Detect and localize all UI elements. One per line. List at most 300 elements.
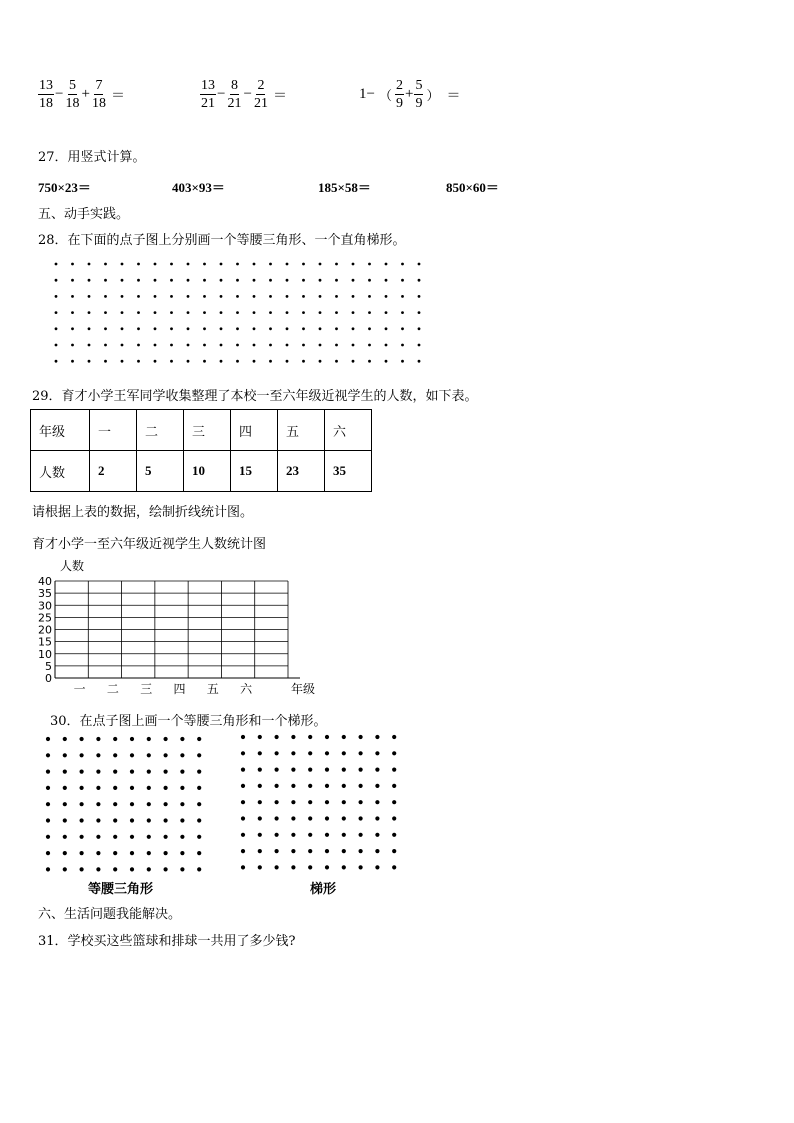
grid-dot [170,327,173,330]
line-chart-grid[interactable] [28,556,318,696]
grid-dot [392,768,396,772]
table-row [31,451,372,492]
grid-dot [325,768,329,772]
grid-dot [302,344,305,347]
fraction [38,78,54,111]
y-tick-label: 20 [38,623,52,637]
grid-dot [154,344,157,347]
dot-grid-q28[interactable] [50,258,440,368]
grid-dot [291,800,295,804]
grid-dot [319,279,322,282]
grid-dot [286,327,289,330]
grid-dot [197,753,201,757]
grid-dot [359,833,363,837]
grid-dot [137,295,140,298]
grid-dot [197,851,201,855]
grid-dot [197,770,201,774]
grid-dot [325,751,329,755]
grid-dot [241,784,245,788]
grid-dot [180,753,184,757]
numerator: 13 [39,78,53,93]
grid-dot [104,360,107,363]
grid-dot [88,279,91,282]
grid-dot [164,737,168,741]
grid-dot [121,327,124,330]
numerator: 5 [68,78,76,93]
grid-dot [113,818,117,822]
x-tick-label: 六 [240,682,253,696]
grid-dot [236,344,239,347]
grid-dot [352,311,355,314]
section-5-heading: 五、动手实践。 [38,207,130,222]
y-tick-label: 40 [38,575,52,588]
grid-dot [319,360,322,363]
grid-dot [80,818,84,822]
denominator: 21 [253,96,268,111]
grid-dot [180,818,184,822]
grid-dot [220,327,223,330]
grid-dot [137,311,140,314]
grid-dot [275,751,279,755]
grid-dot [275,800,279,804]
grid-dot [385,360,388,363]
grid-dot [368,344,371,347]
table-row-label: 人数 [31,451,90,492]
operator: + [404,86,414,102]
grid-dot [319,311,322,314]
grid-dot [197,867,201,871]
grid-dot [418,263,421,266]
grid-dot [46,737,50,741]
grid-dot [375,768,379,772]
grid-dot [71,263,74,266]
grid-dot [137,360,140,363]
grid-dot [302,295,305,298]
grid-dot [291,768,295,772]
grid-dot [63,867,67,871]
table-header-cell: 四 [231,410,278,451]
grid-dot [55,263,58,266]
grid-dot [203,279,206,282]
grid-dot [401,360,404,363]
grid-dot [275,784,279,788]
question-31-title: 31．学校买这些篮球和排球一共用了多少钱? [38,934,296,949]
grid-dot [55,295,58,298]
question-29-instruction: 请根据上表的数据，绘制折线统计图。 [32,505,254,520]
numerator: 5 [415,78,423,93]
grid-dot [104,279,107,282]
grade-table [30,409,372,492]
grid-dot [154,327,157,330]
grid-dot [368,263,371,266]
calc-item-1: 750×23＝ [38,180,91,195]
denominator: 18 [65,96,80,111]
grid-dot [130,737,134,741]
denominator: 18 [39,96,53,111]
grid-dot [104,311,107,314]
grid-dot [96,753,100,757]
grid-dot [275,816,279,820]
grid-dot [286,311,289,314]
grid-dot [187,327,190,330]
grid-dot [258,800,262,804]
grid-dot [46,786,50,790]
numerator: 13 [201,78,215,93]
fraction [414,78,423,111]
grid-dot [130,753,134,757]
grid-dot [170,344,173,347]
grid-dot [63,770,67,774]
grid-dot [113,851,117,855]
grid-dot [352,279,355,282]
grid-dot [80,835,84,839]
y-tick-label: 30 [38,599,52,613]
grid-dot [63,786,67,790]
grid-dot [71,344,74,347]
grid-dot [392,849,396,853]
x-tick-label: 四 [173,682,186,696]
grid-dot [130,835,134,839]
y-tick-label: 5 [45,659,52,673]
grid-dot [147,786,151,790]
grid-dot [241,849,245,853]
expr-prefix: 1− [359,86,375,102]
grid-dot [236,360,239,363]
grid-dot [121,295,124,298]
equals-sign: ＝ [110,88,125,104]
grid-dot [375,800,379,804]
grid-dot [137,263,140,266]
grid-dot [302,360,305,363]
grid-dot [352,327,355,330]
table-cell: 35 [325,451,372,492]
grid-dot [308,735,312,739]
grid-dot [286,279,289,282]
grid-dot [164,753,168,757]
grid-dot [359,800,363,804]
grid-dot [368,279,371,282]
grid-dot [63,737,67,741]
grid-dot [325,816,329,820]
grid-dot [113,802,117,806]
grid-dot [63,802,67,806]
grid-dot [241,865,245,869]
y-tick-label: 25 [38,611,52,625]
grid-dot [203,360,206,363]
grid-dot [180,737,184,741]
grid-dot [46,851,50,855]
grid-dot [203,344,206,347]
grid-dot [197,737,201,741]
table-cell: 23 [278,451,325,492]
grid-dot [291,751,295,755]
grid-dot [154,263,157,266]
grid-dot [154,360,157,363]
grid-dot [203,327,206,330]
grid-dot [352,295,355,298]
grid-dot [130,818,134,822]
fraction [226,78,242,111]
grid-dot [359,735,363,739]
grid-dot [96,851,100,855]
grid-dot [342,865,346,869]
grid-dot [342,800,346,804]
denominator: 21 [201,96,215,111]
operator: − [55,86,64,102]
grid-dot [55,344,58,347]
fraction [253,78,269,111]
grid-dot [46,802,50,806]
grid-dot [55,311,58,314]
grid-dot [154,311,157,314]
grid-dot [291,833,295,837]
grid-dot [113,835,117,839]
grid-dot [258,735,262,739]
grid-dot [325,849,329,853]
grid-dot [164,786,168,790]
calc-item-2: 403×93＝ [172,180,225,195]
grid-dot [302,311,305,314]
grid-dot [220,279,223,282]
grid-dot [55,360,58,363]
grid-dot [308,865,312,869]
grid-dot [275,768,279,772]
grid-dot [96,867,100,871]
grid-dot [319,344,322,347]
grid-dot [335,295,338,298]
open-paren: （ [378,88,392,103]
grid-dot [164,867,168,871]
grid-dot [418,327,421,330]
grid-dot [401,295,404,298]
grid-dot [104,327,107,330]
grid-dot [335,360,338,363]
grid-dot [275,849,279,853]
grid-dot [275,833,279,837]
equals-sign: ＝ [446,88,461,104]
grid-dot [342,816,346,820]
grid-dot [375,833,379,837]
grid-dot [80,786,84,790]
grid-dot [187,263,190,266]
grid-dot [308,849,312,853]
grid-dot [308,800,312,804]
grid-dot [96,786,100,790]
grid-dot [392,735,396,739]
grid-dot [180,770,184,774]
grid-dot [80,851,84,855]
grid-dot [258,865,262,869]
grid-dot [113,737,117,741]
grid-dot [325,800,329,804]
grid-dot [137,327,140,330]
y-tick-label: 10 [38,647,52,661]
table-row [31,410,372,451]
dot-grid-right[interactable] [236,730,404,870]
grid-dot [241,833,245,837]
grid-dot [220,360,223,363]
grid-dot [187,360,190,363]
fraction [91,78,107,111]
grid-dot [302,279,305,282]
grid-dot [147,802,151,806]
grid-dot [418,360,421,363]
isosceles-triangle-label: 等腰三角形 [88,882,154,897]
grid-dot [392,784,396,788]
grid-dot [113,753,117,757]
grid-dot [63,818,67,822]
grid-dot [180,786,184,790]
grid-dot [325,865,329,869]
grid-dot [269,311,272,314]
grid-dot [352,360,355,363]
x-tick-label: 五 [206,682,219,696]
grid-dot [302,327,305,330]
grid-dot [335,311,338,314]
grid-dot [241,800,245,804]
chart-title: 育才小学一至六年级近视学生人数统计图 [32,537,267,552]
grid-dot [269,344,272,347]
grid-dot [342,784,346,788]
denominator: 18 [91,96,106,111]
grid-dot [180,802,184,806]
denominator: 9 [415,96,423,111]
grid-dot [130,770,134,774]
grid-dot [286,344,289,347]
grid-dot [375,751,379,755]
grid-dot [121,360,124,363]
grid-dot [401,344,404,347]
grid-dot [96,770,100,774]
denominator: 21 [227,96,242,111]
grid-dot [203,295,206,298]
numerator: 8 [230,78,238,93]
grid-dot [121,344,124,347]
grid-dot [113,770,117,774]
grid-dot [375,816,379,820]
grid-dot [164,770,168,774]
grid-dot [80,770,84,774]
grid-dot [55,327,58,330]
grid-dot [385,295,388,298]
grid-dot [241,768,245,772]
grid-dot [352,263,355,266]
grid-dot [319,327,322,330]
grid-dot [286,263,289,266]
grid-dot [385,263,388,266]
chart-xlabel: 年级 [291,682,316,696]
grid-dot [88,311,91,314]
y-tick-label: 15 [38,635,52,649]
fraction-expr [358,78,460,111]
grid-dot [164,851,168,855]
section-6-heading: 六、生活问题我能解决。 [38,907,182,922]
y-tick-label: 35 [38,587,52,601]
grid-dot [180,867,184,871]
x-tick-label: 三 [140,682,153,696]
grid-dot [291,849,295,853]
fraction-expr-3 [358,78,460,111]
grid-dot [375,865,379,869]
grid-dot [375,735,379,739]
dot-grid-left[interactable] [40,732,212,872]
grid-dot [71,360,74,363]
grid-dot [302,263,305,266]
grid-dot [253,279,256,282]
x-tick-label: 一 [73,682,86,696]
fraction-expr-1 [38,78,125,111]
grid-dot [46,867,50,871]
grid-dot [291,784,295,788]
grid-dot [71,279,74,282]
table-header-cell: 年级 [31,410,90,451]
grid-dot [401,311,404,314]
grid-dot [241,816,245,820]
grid-dot [220,344,223,347]
grid-dot [258,768,262,772]
table-header-cell: 三 [184,410,231,451]
grid-dot [71,295,74,298]
fraction [64,78,80,111]
grid-dot [319,295,322,298]
grid-dot [46,818,50,822]
calc-item-3: 185×58＝ [318,180,371,195]
grid-dot [88,344,91,347]
grid-dot [385,344,388,347]
grid-dot [308,751,312,755]
grid-dot [154,295,157,298]
calc-item-4: 850×60＝ [446,180,499,195]
grid-dot [104,344,107,347]
grid-dot [147,867,151,871]
grid-dot [253,311,256,314]
grid-dot [269,295,272,298]
grid-dot [220,263,223,266]
grid-dot [147,835,151,839]
fraction-expr-2 [200,78,287,111]
grid-dot [96,737,100,741]
grid-dot [71,311,74,314]
grid-dot [147,770,151,774]
grid-dot [80,802,84,806]
table-cell: 2 [90,451,137,492]
grid-dot [308,784,312,788]
table-header-cell: 一 [90,410,137,451]
grid-dot [258,751,262,755]
table-header-cell: 二 [137,410,184,451]
grid-dot [335,344,338,347]
grid-dot [342,849,346,853]
grid-dot [121,311,124,314]
grid-dot [88,263,91,266]
grid-dot [147,753,151,757]
question-27-title: 27．用竖式计算。 [38,150,146,165]
grid-dot [401,279,404,282]
question-28-title: 28．在下面的点子图上分别画一个等腰三角形、一个直角梯形。 [38,233,406,248]
grid-dot [385,311,388,314]
grid-dot [130,802,134,806]
grid-dot [418,311,421,314]
grid-dot [121,279,124,282]
grid-dot [80,753,84,757]
grid-dot [342,735,346,739]
grid-dot [385,327,388,330]
grid-dot [130,786,134,790]
grid-dot [418,344,421,347]
grid-dot [164,835,168,839]
grid-dot [269,360,272,363]
grid-dot [187,344,190,347]
